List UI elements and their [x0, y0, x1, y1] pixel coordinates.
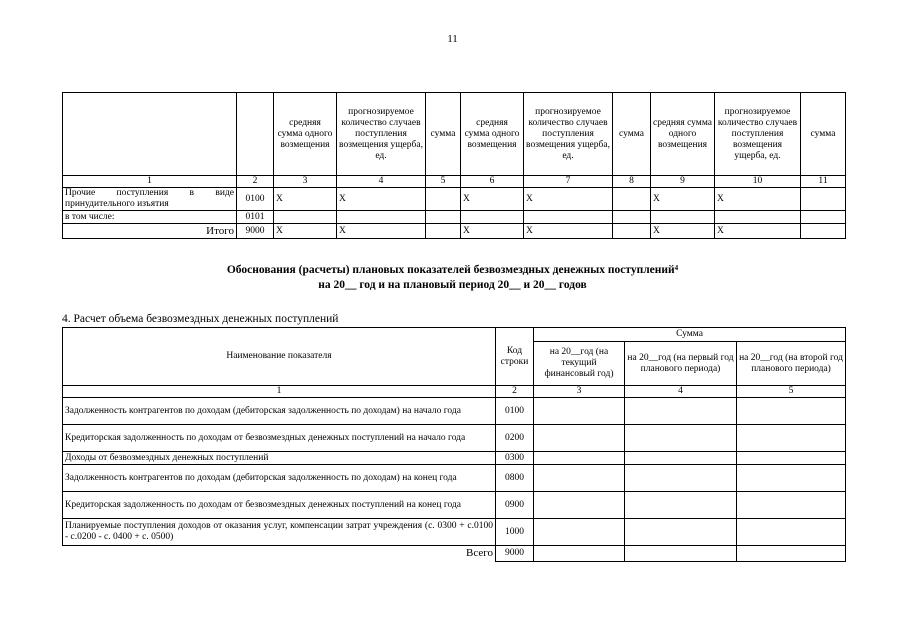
value-cell: [625, 465, 737, 492]
footnote-marker: 4: [674, 264, 679, 272]
header-name: Наименование показателя: [63, 328, 496, 386]
value-cell: [625, 492, 737, 519]
column-number: 7: [524, 176, 613, 188]
table-row: [63, 398, 846, 425]
value-cell: [737, 519, 846, 546]
header-cell: сумма: [801, 93, 846, 176]
row-code: 0800: [496, 465, 534, 492]
header-cell: средняя сумма одного возмещения: [651, 93, 715, 176]
value-cell: [426, 211, 461, 224]
header-cell: [237, 93, 274, 176]
value-cell: [801, 211, 846, 224]
gratuitous-receipts-table: [62, 327, 846, 562]
page-number: 11: [447, 33, 458, 45]
row-code: 9000: [237, 224, 274, 239]
damage-compensation-table: [62, 92, 846, 239]
row-code: 0100: [496, 398, 534, 425]
row-code: 0100: [237, 188, 274, 211]
value-cell: [534, 492, 625, 519]
value-cell: [534, 546, 625, 562]
header-sum: Сумма: [534, 328, 846, 342]
table-row: [63, 211, 846, 224]
header-code: Код строки: [496, 328, 534, 386]
value-cell: X: [274, 188, 337, 211]
row-code: 0101: [237, 211, 274, 224]
header-cell: сумма: [613, 93, 651, 176]
value-cell: [737, 465, 846, 492]
value-cell: [737, 452, 846, 465]
value-cell: X: [715, 188, 801, 211]
column-number: 5: [426, 176, 461, 188]
value-cell: [625, 425, 737, 452]
value-cell: X: [337, 188, 426, 211]
value-cell: [274, 211, 337, 224]
header-cell: средняя сумма одного возмещения: [461, 93, 524, 176]
value-cell: [534, 465, 625, 492]
row-code: 0900: [496, 492, 534, 519]
value-cell: [737, 398, 846, 425]
column-number: 6: [461, 176, 524, 188]
header-sum-column: на 20__год (на первый год планового периода): [625, 342, 737, 386]
row-name: в том числе:: [63, 211, 237, 224]
column-number: 3: [274, 176, 337, 188]
value-cell: [801, 188, 846, 211]
column-number: 11: [801, 176, 846, 188]
table-header-row: [63, 93, 846, 176]
header-sum-column: на 20__год (на текущий финансовый год): [534, 342, 625, 386]
row-name: Доходы от безвозмездных денежных поступлений: [63, 452, 496, 465]
row-code: 1000: [496, 519, 534, 546]
column-number: 2: [237, 176, 274, 188]
value-cell: [737, 492, 846, 519]
row-name: Прочие поступления в виде принудительного изъятия: [63, 188, 237, 211]
value-cell: [534, 452, 625, 465]
heading-line-1: Обоснования (расчеты) плановых показателей безвозмездных денежных поступлений: [226, 264, 675, 276]
column-number-row: [63, 176, 846, 188]
table-row: [63, 188, 846, 211]
header-cell: прогнозируемое количество случаев поступления возмещения ущерба, ед.: [524, 93, 613, 176]
value-cell: X: [337, 224, 426, 239]
row-name: Кредиторская задолженность по доходам от безвозмездных денежных поступлений на конец года: [63, 492, 496, 519]
column-number: 9: [651, 176, 715, 188]
value-cell: X: [461, 224, 524, 239]
row-name: Задолженность контрагентов по доходам (дебиторская задолженность по доходам) на конец года: [63, 465, 496, 492]
section-title: 4. Расчет объема безвозмездных денежных поступлений: [62, 313, 339, 325]
value-cell: [715, 211, 801, 224]
row-code: 9000: [496, 546, 534, 562]
table-row: [63, 492, 846, 519]
value-cell: [613, 211, 651, 224]
table-row: [63, 465, 846, 492]
value-cell: [613, 188, 651, 211]
column-number: 2: [496, 386, 534, 398]
table-row: [63, 425, 846, 452]
header-cell: прогнозируемое количество случаев поступления возмещения ущерба, ед.: [337, 93, 426, 176]
value-cell: [737, 425, 846, 452]
value-cell: [801, 224, 846, 239]
value-cell: X: [651, 224, 715, 239]
value-cell: [651, 211, 715, 224]
value-cell: X: [524, 224, 613, 239]
heading-line-2: на 20__ год и на плановый период 20__ и 20__ годов: [318, 279, 587, 291]
value-cell: [426, 224, 461, 239]
row-name: Кредиторская задолженность по доходам от безвозмездных денежных поступлений на начало года: [63, 425, 496, 452]
row-name: Итого: [63, 224, 237, 239]
value-cell: [534, 425, 625, 452]
value-cell: [534, 398, 625, 425]
column-number: 4: [337, 176, 426, 188]
row-name: Планируемые поступления доходов от оказания услуг, компенсации затрат учреждения (с. 0300 + с.0100 - с.0200 - с. 0400 + с. 0500): [63, 519, 496, 546]
column-number: 10: [715, 176, 801, 188]
section-heading: [60, 263, 845, 293]
column-number: 5: [737, 386, 846, 398]
value-cell: [534, 519, 625, 546]
column-number-row: [63, 386, 846, 398]
column-number: 1: [63, 386, 496, 398]
column-number: 1: [63, 176, 237, 188]
row-code: 0200: [496, 425, 534, 452]
table-row: [63, 519, 846, 546]
value-cell: [625, 398, 737, 425]
value-cell: [613, 224, 651, 239]
total-row: [63, 546, 846, 562]
row-name: Задолженность контрагентов по доходам (дебиторская задолженность по доходам) на начало года: [63, 398, 496, 425]
value-cell: X: [651, 188, 715, 211]
column-number: 3: [534, 386, 625, 398]
value-cell: [337, 211, 426, 224]
header-sum-column: на 20__год (на второй год планового периода): [737, 342, 846, 386]
value-cell: [426, 188, 461, 211]
table-header-row: [63, 328, 846, 342]
header-cell: средняя сумма одного возмещения: [274, 93, 337, 176]
value-cell: [625, 519, 737, 546]
value-cell: [625, 452, 737, 465]
total-row: [63, 224, 846, 239]
row-code: 0300: [496, 452, 534, 465]
value-cell: X: [461, 188, 524, 211]
column-number: 8: [613, 176, 651, 188]
header-cell: сумма: [426, 93, 461, 176]
total-label: Всего: [63, 546, 496, 562]
value-cell: [524, 211, 613, 224]
header-cell: [63, 93, 237, 176]
value-cell: X: [524, 188, 613, 211]
value-cell: X: [274, 224, 337, 239]
column-number: 4: [625, 386, 737, 398]
value-cell: X: [715, 224, 801, 239]
value-cell: [461, 211, 524, 224]
header-cell: прогнозируемое количество случаев поступления возмещения ущерба, ед.: [715, 93, 801, 176]
value-cell: [625, 546, 737, 562]
value-cell: [737, 546, 846, 562]
table-row: [63, 452, 846, 465]
